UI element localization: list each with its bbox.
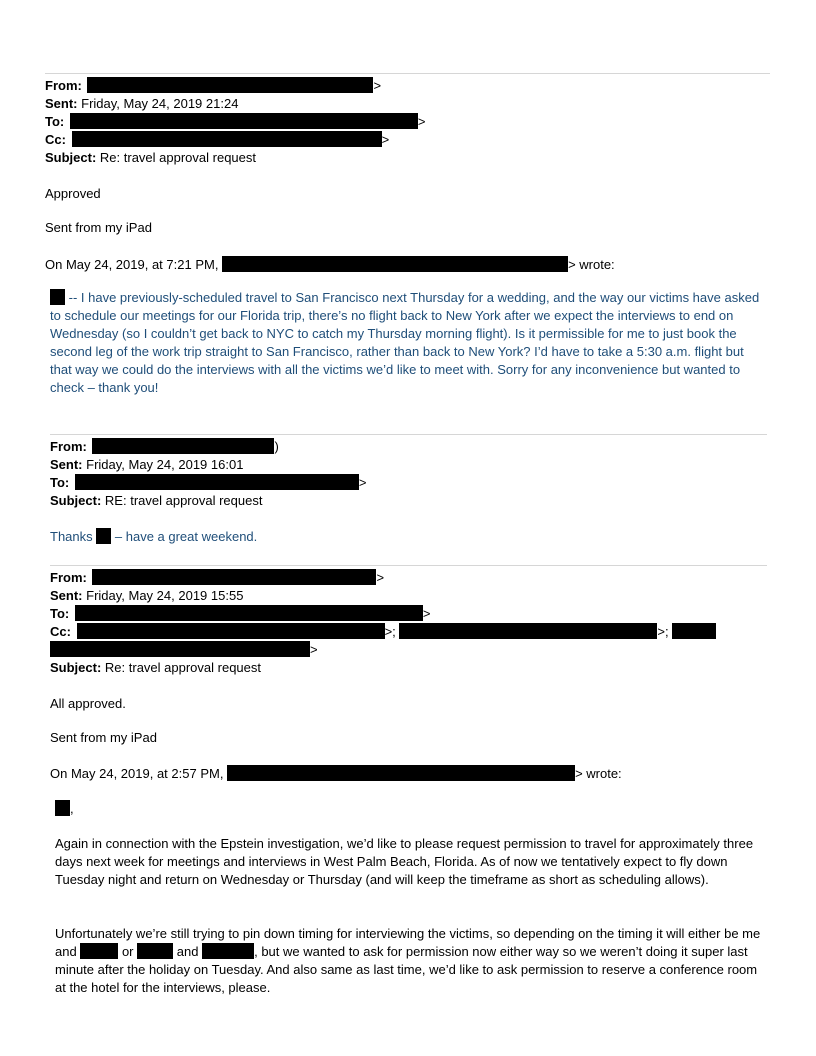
quoted-paragraph-1: Again in connection with the Epstein investigation, we’d like to please request permission to travel for approximately three days next week for meetings and interviews in West Palm Beach, Florida. As of now we tentatively expect to fly down Tuesday night and return on Wednesday or Thursday (and will keep the timeframe as short as scheduling allows). [55, 836, 754, 887]
quoted-paragraph-2: Unfortunately we’re still trying to pin down timing for interviewing the victims, so depending on the timing it will either be me and or and , but we wanted to ask for permission now either way so we weren’t doing it super last minute after the holiday on Tuesday. And also same as last time, we’d like to ask permission to reserve a conference room at the hotel for the interviews, please. [55, 926, 761, 995]
signature: Sent from my iPad [45, 220, 152, 235]
cc-line: Cc: >; >; [50, 623, 716, 641]
from-line: From: > [50, 570, 385, 585]
redaction [96, 528, 111, 544]
separator [45, 73, 770, 74]
redaction [202, 943, 254, 959]
redaction [72, 131, 382, 147]
redaction [55, 800, 70, 816]
signature: Sent from my iPad [50, 730, 157, 745]
redaction [672, 623, 716, 639]
sent-line: Sent: Friday, May 24, 2019 21:24 [45, 96, 239, 111]
redaction [77, 623, 385, 639]
quoted-message: -- I have previously-scheduled travel to San Francisco next Thursday for a wedding, and the way our victims have asked to schedule our meetings for our Florida trip, there’s no flight back to New York after we expect the interviews to end on Wednesday (so I couldn’t get back to NYC to catch my Thursday morning flight). Is it permissible for me to just book the second leg of the work trip straight to San Francisco, rather than back to New York? I’d have to take a 5:30 a.m. flight but that way we could do the interviews with all the victims we’d like to meet with. Sorry for any inconvenience but wanted to check – thank you! [50, 290, 760, 395]
cc-line-continued: > [50, 641, 318, 659]
redaction [227, 765, 575, 781]
redaction [70, 113, 418, 129]
redaction [50, 289, 65, 305]
sent-line: Sent: Friday, May 24, 2019 16:01 [50, 457, 244, 472]
email-body: Approved [45, 186, 101, 201]
redaction [75, 605, 423, 621]
email-body: Thanks – have a great weekend. [50, 529, 258, 544]
cc-line: Cc: > [45, 132, 390, 147]
from-line: From: ) [50, 439, 279, 454]
redaction [399, 623, 657, 639]
redaction [92, 569, 376, 585]
redaction [50, 641, 310, 657]
to-line: To: > [50, 606, 431, 621]
subject-line: Subject: Re: travel approval request [50, 660, 262, 675]
redaction [75, 474, 359, 490]
subject-line: Subject: Re: travel approval request [45, 150, 257, 165]
subject-line: Subject: RE: travel approval request [50, 493, 263, 508]
to-line: To: > [45, 114, 426, 129]
redaction [137, 943, 173, 959]
from-line: From: > [45, 78, 382, 93]
email-body: All approved. [50, 696, 126, 711]
greeting: , [55, 800, 74, 818]
separator [50, 565, 767, 566]
redaction [87, 77, 373, 93]
separator [50, 434, 767, 435]
to-line: To: > [50, 475, 367, 490]
redaction [80, 943, 118, 959]
quote-header: On May 24, 2019, at 2:57 PM, > wrote: [50, 766, 622, 781]
redaction [92, 438, 274, 454]
quote-header: On May 24, 2019, at 7:21 PM, > wrote: [45, 257, 615, 272]
redaction [222, 256, 568, 272]
sent-line: Sent: Friday, May 24, 2019 15:55 [50, 588, 244, 603]
